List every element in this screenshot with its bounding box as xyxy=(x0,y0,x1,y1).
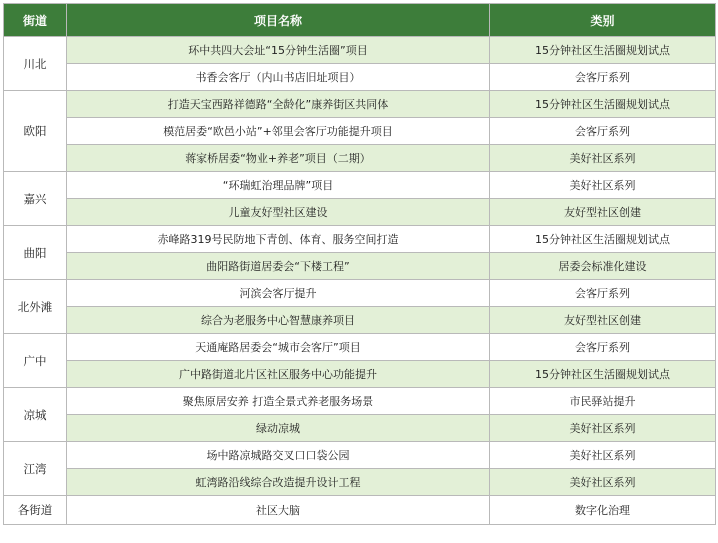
category-cell: 友好型社区创建 xyxy=(490,199,716,226)
project-name-cell: 天通庵路居委会“城市会客厅”项目 xyxy=(67,334,490,361)
category-cell: 美好社区系列 xyxy=(490,469,716,496)
category-cell: 会客厅系列 xyxy=(490,280,716,307)
street-cell: 各街道 xyxy=(4,496,67,525)
header-street: 街道 xyxy=(4,4,67,37)
category-cell: 美好社区系列 xyxy=(490,442,716,469)
street-cell: 曲阳 xyxy=(4,226,67,280)
category-cell: 美好社区系列 xyxy=(490,415,716,442)
table-row xyxy=(4,199,716,226)
table-row xyxy=(4,496,716,525)
project-name-cell: 环中共四大会址“15分钟生活圈”项目 xyxy=(67,37,490,64)
project-name-cell: 蒋家桥居委“物业+养老”项目（二期） xyxy=(67,145,490,172)
project-name-cell: 综合为老服务中心智慧康养项目 xyxy=(67,307,490,334)
street-cell: 凉城 xyxy=(4,388,67,442)
table-row xyxy=(4,91,716,118)
table-row xyxy=(4,37,716,64)
category-cell: 15分钟社区生活圈规划试点 xyxy=(490,37,716,64)
category-cell: 15分钟社区生活圈规划试点 xyxy=(490,361,716,388)
project-name-cell: 场中路凉城路交叉口口袋公园 xyxy=(67,442,490,469)
project-name-cell: 儿童友好型社区建设 xyxy=(67,199,490,226)
table-row xyxy=(4,361,716,388)
category-cell: 会客厅系列 xyxy=(490,118,716,145)
table-row xyxy=(4,118,716,145)
category-cell: 会客厅系列 xyxy=(490,64,716,91)
table-row xyxy=(4,280,716,307)
street-cell: 北外滩 xyxy=(4,280,67,334)
project-name-cell: 赤峰路319号民防地下青创、体育、服务空间打造 xyxy=(67,226,490,253)
project-name-cell: 社区大脑 xyxy=(67,496,490,525)
category-cell: 居委会标准化建设 xyxy=(490,253,716,280)
project-name-cell: 虹湾路沿线综合改造提升设计工程 xyxy=(67,469,490,496)
project-name-cell: 模范居委“欧邑小站”+邻里会客厅功能提升项目 xyxy=(67,118,490,145)
street-cell: 广中 xyxy=(4,334,67,388)
table-row xyxy=(4,172,716,199)
table-row xyxy=(4,469,716,496)
table-header-row xyxy=(4,4,716,37)
table-row xyxy=(4,442,716,469)
table-row xyxy=(4,145,716,172)
category-cell: 15分钟社区生活圈规划试点 xyxy=(490,226,716,253)
table-row xyxy=(4,253,716,280)
project-name-cell: 打造天宝西路祥德路“全龄化”康养街区共同体 xyxy=(67,91,490,118)
header-category: 类别 xyxy=(490,4,716,37)
project-name-cell: 曲阳路街道居委会“下楼工程” xyxy=(67,253,490,280)
category-cell: 友好型社区创建 xyxy=(490,307,716,334)
street-cell: 欧阳 xyxy=(4,91,67,172)
table-row xyxy=(4,64,716,91)
category-cell: 市民驿站提升 xyxy=(490,388,716,415)
project-name-cell: 书香会客厅（内山书店旧址项目） xyxy=(67,64,490,91)
project-name-cell: “环瑞虹治理品牌”项目 xyxy=(67,172,490,199)
table-row xyxy=(4,226,716,253)
street-cell: 嘉兴 xyxy=(4,172,67,226)
project-name-cell: 聚焦原居安养 打造全景式养老服务场景 xyxy=(67,388,490,415)
project-table xyxy=(3,3,716,525)
street-cell: 江湾 xyxy=(4,442,67,496)
category-cell: 美好社区系列 xyxy=(490,172,716,199)
table-row xyxy=(4,334,716,361)
category-cell: 15分钟社区生活圈规划试点 xyxy=(490,91,716,118)
category-cell: 美好社区系列 xyxy=(490,145,716,172)
header-project-name: 项目名称 xyxy=(67,4,490,37)
project-name-cell: 广中路街道北片区社区服务中心功能提升 xyxy=(67,361,490,388)
project-name-cell: 河滨会客厅提升 xyxy=(67,280,490,307)
project-name-cell: 绿动凉城 xyxy=(67,415,490,442)
table-row xyxy=(4,415,716,442)
table-row xyxy=(4,307,716,334)
category-cell: 会客厅系列 xyxy=(490,334,716,361)
street-cell: 川北 xyxy=(4,37,67,91)
table-row xyxy=(4,388,716,415)
category-cell: 数字化治理 xyxy=(490,496,716,525)
